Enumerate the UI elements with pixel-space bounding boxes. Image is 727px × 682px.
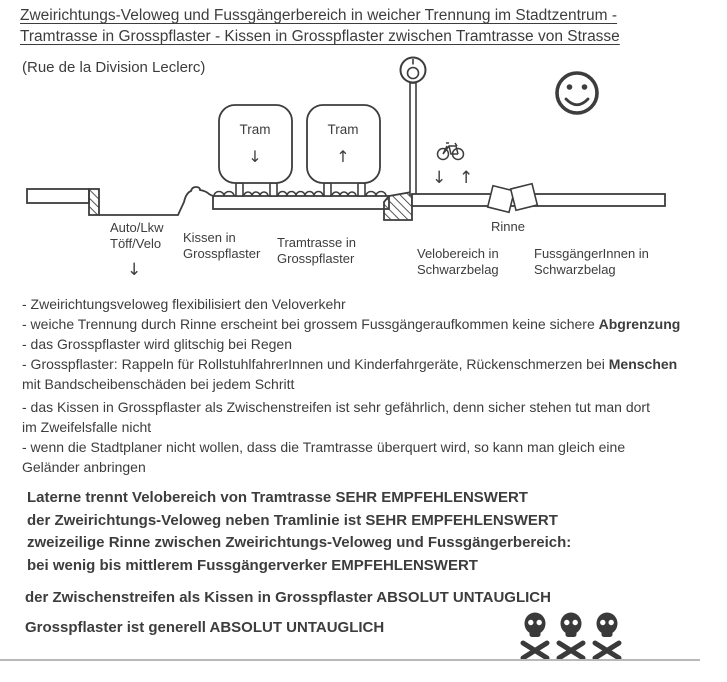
note-line: Geländer anbringen [22, 459, 146, 475]
tram-right-arrow-up: ↑ [336, 147, 350, 166]
notes-block-2 [22, 397, 650, 477]
bicycle-icon [438, 143, 464, 160]
note-line [22, 354, 680, 374]
left-kerb-hatched [89, 189, 99, 215]
right-road-bar [412, 194, 665, 206]
skull-crossbones-icon [559, 613, 583, 659]
tram-right-label: Tram [327, 122, 359, 137]
street-name: (Rue de la Division Leclerc) [22, 59, 206, 76]
tram-wheel [324, 183, 331, 196]
tramtrasse-label-2: Grosspflaster [277, 251, 355, 266]
bottom-divider [0, 659, 700, 661]
note-text: mit Bandscheibenschäden bei jedem Schritt [22, 376, 295, 392]
skull-crossbones-icon [595, 613, 619, 659]
note-line: - wenn die Stadtplaner nicht wollen, dass die Tramtrasse überquert wird, so kann man gleich eine [22, 439, 626, 455]
note-bold: Abgrenzung [598, 316, 681, 332]
tram-car-left [219, 105, 292, 183]
tram-left-arrow-down: ↓ [248, 147, 262, 166]
note-bold: Menschen [608, 356, 678, 372]
tramtrasse-label-1: Tramtrasse in [277, 235, 356, 250]
tram-wheel [270, 183, 277, 196]
tram-track-base [213, 196, 389, 209]
velobereich-label-2: Schwarzbelag [417, 262, 499, 277]
note-text: - Zweirichtungsveloweg flexibilisiert den Veloverkehr [22, 296, 346, 312]
car-lane-label-2: Töff/Velo [110, 236, 162, 251]
fussgaenger-label-1: FussgängerInnen in [534, 246, 649, 261]
note-line [22, 314, 680, 334]
recommendation-line: der Zweirichtungs-Veloweg neben Tramlinie ist SEHR EMPFEHLENSWERT [27, 511, 558, 529]
note-text: - Grosspflaster: Rappeln für RollstuhlfahrerInnen und Kinderfahrgeräte, Rückenschmerzen bei [22, 356, 609, 372]
page-title-line2: Tramtrasse in Grosspflaster - Kissen in Grosspflaster zwischen Tramtrasse von Strasse [20, 28, 620, 45]
car-lane-label-1: Auto/Lkw [110, 220, 164, 235]
fussgaenger-label-2: Schwarzbelag [534, 262, 616, 277]
recommendation-line: Laterne trennt Velobereich von Tramtrasse SEHR EMPFEHLENSWERT [27, 489, 528, 506]
note-line: - das Kissen in Grosspflaster als Zwischenstreifen ist sehr gefährlich, denn sicher stehen tut man dort [22, 399, 650, 415]
lamp-pole [410, 83, 416, 195]
note-line [22, 374, 680, 394]
note-line [22, 334, 680, 354]
recommendations-block [27, 487, 571, 577]
rinne-label: Rinne [491, 219, 525, 234]
note-line: im Zweifelsfalle nicht [22, 419, 152, 435]
left-road-bar [27, 189, 89, 203]
tram-wheel [358, 183, 365, 196]
note-text: - weiche Trennung durch Rinne erscheint bei grossem Fussgängeraufkommen keine sichere [22, 316, 599, 332]
skulls-group [518, 612, 633, 662]
page-title [20, 5, 620, 47]
smiley-icon [557, 73, 597, 113]
right-kerb-hatched [384, 192, 412, 220]
kissen-label-2: Grosspflaster [183, 246, 261, 261]
page-title-line1: Zweirichtungs-Veloweg und Fussgängerbereich in weicher Trennung im Stadtzentrum - [20, 7, 618, 24]
note-text: - das Grosspflaster wird glitschig bei Regen [22, 336, 293, 352]
notes-block-1 [22, 294, 680, 394]
tram-car-right [307, 105, 380, 183]
tram-left-label: Tram [239, 122, 271, 137]
note-line [22, 294, 680, 314]
bike-arrow-up: ↑ [459, 168, 474, 188]
verdict-line-2: Grosspflaster ist generell ABSOLUT UNTAUGLICH [25, 619, 385, 636]
kissen-label-1: Kissen in [183, 230, 236, 245]
car-lane-arrow-down: ↓ [127, 260, 142, 280]
recommendation-line: bei wenig bis mittlerem Fussgängerverker EMPFEHLENSWERT [27, 556, 478, 574]
bike-arrow-down: ↓ [432, 168, 447, 188]
recommendation-line: zweizeilige Rinne zwischen Zweirichtungs-Veloweg und Fussgängerbereich: [27, 534, 572, 551]
skull-crossbones-icon [523, 613, 547, 659]
cross-section-diagram [0, 50, 727, 295]
velobereich-label-1: Velobereich in [417, 246, 499, 261]
car-lane-and-kissen-profile [99, 187, 213, 215]
verdict-line-1: der Zwischenstreifen als Kissen in Grosspflaster ABSOLUT UNTAUGLICH [25, 589, 551, 606]
rinne-stone-right [511, 184, 538, 211]
tram-wheel [236, 183, 243, 196]
